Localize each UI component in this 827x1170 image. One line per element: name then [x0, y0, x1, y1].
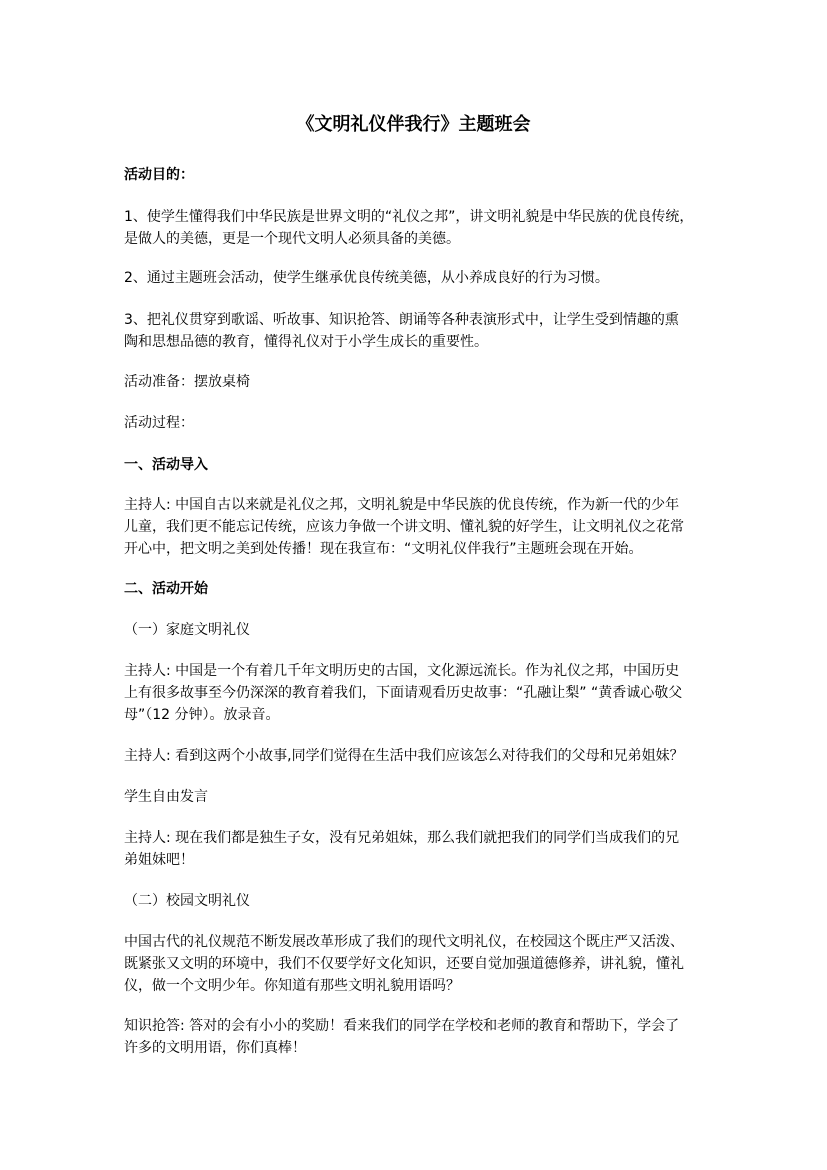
activity-process: 活动过程： [124, 415, 194, 431]
text-line: 母”（12 分钟）。放录音。 [124, 707, 280, 723]
text-line: 中国古代的礼仪规范不断发展改革形成了我们的现代文明礼仪，在校园这个既庄严又活泼、 [124, 934, 684, 950]
text-line: 弟姐妹吧！ [124, 852, 194, 868]
section-heading-start: 二、活动开始 [124, 581, 208, 597]
text-line: 陶和思想品德的教育，懂得礼仪对于小学生成长的重要性。 [124, 334, 488, 350]
text-line: 主持人: 中国是一个有着几千年文明历史的古国，文化源远流长。作为礼仪之邦，中国历史 [124, 663, 680, 679]
purpose-item-2: 2、通过主题班会活动，使学生继承优良传统美德，从小养成良好的行为习惯。 [124, 270, 609, 286]
purpose-item-3 [124, 309, 709, 353]
text-line: 许多的文明用语，你们真棒！ [124, 1040, 306, 1056]
subheading-family: （一）家庭文明礼仪 [124, 622, 250, 638]
school-paragraph-2 [124, 1015, 709, 1059]
subheading-school: （二）校园文明礼仪 [124, 893, 250, 909]
text-line: 既紧张又文明的环境中，我们不仅要学好文化知识，还要自觉加强道德修养，讲礼貌，懂礼 [124, 956, 684, 972]
text-line: 主持人: 中国自古以来就是礼仪之邦，文明礼貌是中华民族的优良传统，作为新一代的少年 [124, 497, 680, 513]
section-heading-intro: 一、活动导入 [124, 457, 208, 473]
family-paragraph-1 [124, 660, 709, 726]
purpose-heading: 活动目的： [124, 167, 194, 183]
text-line: 开心中，把文明之美到处传播！现在我宣布：“文明礼仪伴我行”主题班会现在开始。 [124, 541, 643, 557]
text-line: 上有很多故事至今仍深深的教育着我们，下面请观看历史故事：“孔融让梨” “黄香诚心敬父 [124, 685, 683, 701]
family-paragraph-3 [124, 827, 709, 871]
intro-paragraph [124, 494, 709, 560]
text-line: 1、使学生懂得我们中华民族是世界文明的“礼仪之邦”，讲文明礼貌是中华民族的优良传统， [124, 209, 694, 225]
activity-preparation: 活动准备：摆放桌椅 [124, 374, 250, 390]
text-line: 主持人: 现在我们都是独生子女，没有兄弟姐妹，那么我们就把我们的同学们当成我们的兄 [124, 830, 680, 846]
free-speech: 学生自由发言 [124, 789, 208, 805]
document-title: 《文明礼仪伴我行》主题班会 [296, 114, 531, 135]
text-line: 知识抢答: 答对的会有小小的奖励！看来我们的同学在学校和老师的教育和帮助下，学会了 [124, 1018, 680, 1034]
text-line: 3、把礼仪贯穿到歌谣、听故事、知识抢答、朗诵等各种表演形式中，让学生受到情趣的熏 [124, 312, 679, 328]
text-line: 是做人的美德，更是一个现代文明人必须具备的美德。 [124, 231, 460, 247]
school-paragraph-1 [124, 931, 709, 997]
family-paragraph-2: 主持人: 看到这两个小故事,同学们觉得在生活中我们应该怎么对待我们的父母和兄弟姐妹？ [124, 748, 684, 764]
text-line: 儿童，我们更不能忘记传统，应该力争做一个讲文明、懂礼貌的好学生，让文明礼仪之花常 [124, 519, 684, 535]
purpose-item-1 [124, 206, 709, 250]
text-line: 仪，做一个文明少年。你知道有那些文明礼貌用语吗？ [124, 978, 460, 994]
